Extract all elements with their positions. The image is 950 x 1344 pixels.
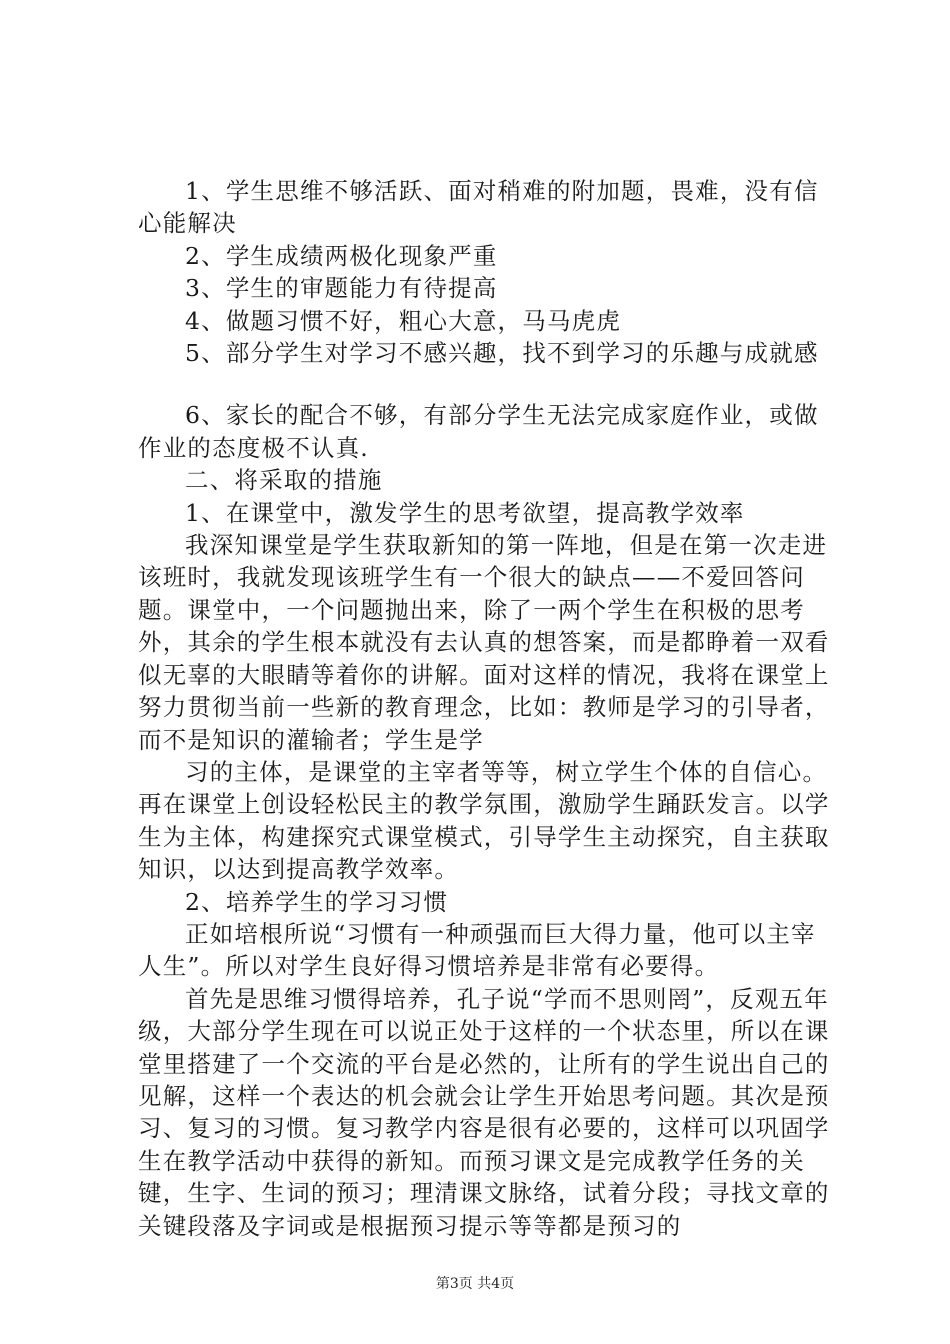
paragraph-issue-6: 6、家长的配合不够，有部分学生无法完成家庭作业，或做作业的态度极不认真.	[138, 401, 819, 462]
paragraph-issue-4: 4、做题习惯不好，粗心大意，马马虎虎	[185, 306, 622, 335]
page-footer: 第3页 共4页	[435, 1276, 515, 1292]
section-heading-measures: 二、将采取的措施	[185, 466, 383, 495]
subheading-measure-2: 2、培养学生的学习习惯	[185, 887, 449, 916]
paragraph-classroom-1: 我深知课堂是学生获取新知的第一阵地，但是在第一次走进该班时，我就发现该班学生有一个很大的缺点——不爱回答问题。课堂中，一个问题抛出来，除了一两个学生在积极的思考外，其余的学生根本就没有去认真的想答案，而是都睁着一双看似无辜的大眼睛等着你的讲解。面对这样的情况，我将在课堂上努力贯彻当前一些新的教育理念，比如：教师是学习的引导者，而不是知识的灌输者；学生是学	[138, 531, 830, 754]
subheading-measure-1: 1、在课堂中，激发学生的思考欲望，提高教学效率	[185, 498, 745, 527]
paragraph-classroom-2: 习的主体，是课堂的主宰者等等，树立学生个体的自信心。再在课堂上创设轻松民主的教学氛围，激励学生踊跃发言。以学生为主体，构建探究式课堂模式，引导学生主动探究，自主获取知识，以达到提高教学效率。	[138, 757, 830, 884]
paragraph-habit-1: 正如培根所说“习惯有一种顽强而巨大得力量，他可以主宰人生”。所以对学生良好得习惯培养是非常有必要得。	[138, 919, 816, 981]
paragraph-issue-5: 5、部分学生对学习不感兴趣，找不到学习的乐趣与成就感	[185, 339, 819, 368]
paragraph-issue-1: 1、学生思维不够活跃、面对稍难的附加题，畏难，没有信心能解决	[138, 177, 819, 238]
paragraph-habit-2: 首先是思维习惯得培养，孔子说“学而不思则罔”，反观五年级，大部分学生现在可以说正处于这样的一个状态里，所以在课堂里搭建了一个交流的平台是必然的，让所有的学生说出自己的见解，这样一个表达的机会就会让学生开始思考问题。其次是预习、复习的习惯。复习教学内容是很有必要的，这样可以巩固学生在教学活动中获得的新知。而预习课文是完成教学任务的关键，生字、生词的预习；理清课文脉络，试着分段；寻找文章的关键段落及字词或是根据预习提示等等都是预习的	[138, 984, 830, 1240]
paragraph-issue-3: 3、学生的审题能力有待提高	[185, 274, 498, 303]
paragraph-issue-2: 2、学生成绩两极化现象严重	[185, 241, 498, 270]
document-body	[138, 175, 838, 1242]
